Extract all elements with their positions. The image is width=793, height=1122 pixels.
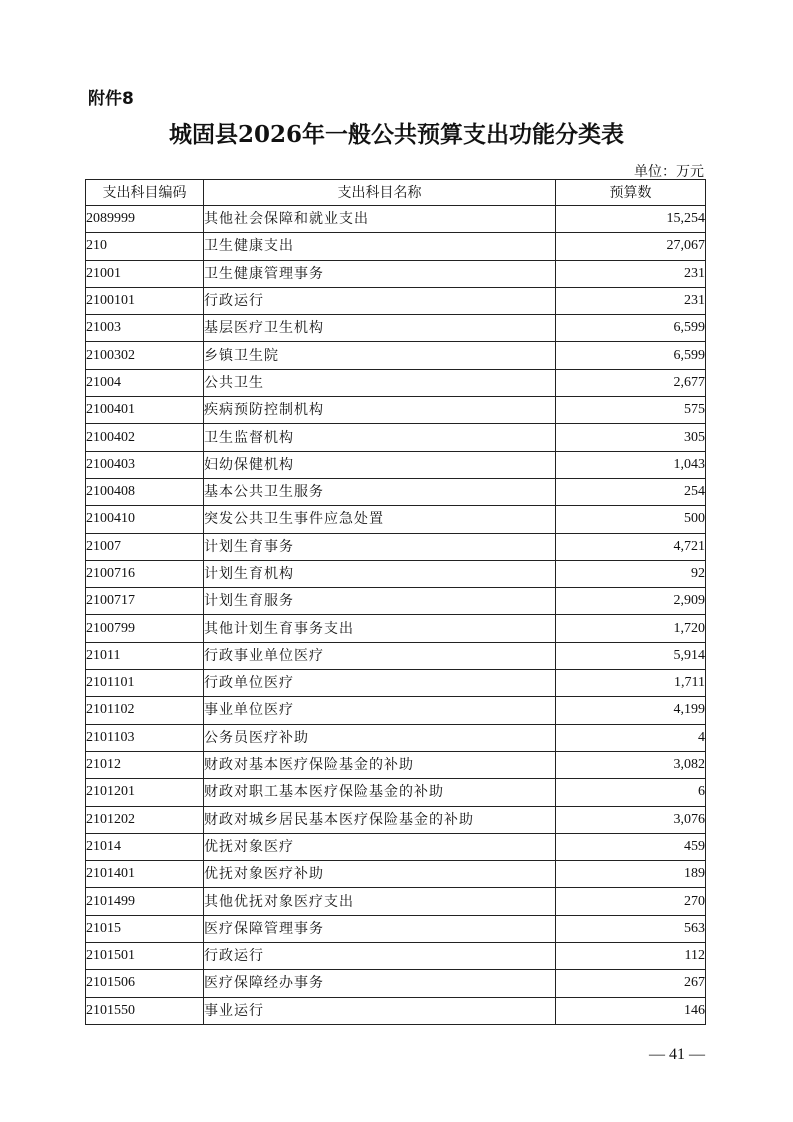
amount-cell: 575 [556, 397, 706, 424]
code-cell: 2089999 [86, 206, 204, 233]
amount-cell: 6,599 [556, 315, 706, 342]
amount-cell: 189 [556, 861, 706, 888]
amount-cell: 563 [556, 915, 706, 942]
table-row [86, 588, 706, 615]
code-cell: 2100401 [86, 397, 204, 424]
code-cell: 2101506 [86, 970, 204, 997]
name-cell: 其他社会保障和就业支出 [204, 206, 556, 233]
name-cell: 行政单位医疗 [204, 670, 556, 697]
amount-cell: 6,599 [556, 342, 706, 369]
name-cell: 计划生育事务 [204, 533, 556, 560]
code-cell: 2101102 [86, 697, 204, 724]
table-row [86, 397, 706, 424]
table-row [86, 451, 706, 478]
table-row [86, 287, 706, 314]
code-cell: 2101401 [86, 861, 204, 888]
name-cell: 卫生监督机构 [204, 424, 556, 451]
name-cell: 其他计划生育事务支出 [204, 615, 556, 642]
amount-cell: 254 [556, 478, 706, 505]
code-cell: 210 [86, 233, 204, 260]
code-cell: 21012 [86, 751, 204, 778]
amount-cell: 267 [556, 970, 706, 997]
name-cell: 行政运行 [204, 287, 556, 314]
name-cell: 其他优抚对象医疗支出 [204, 888, 556, 915]
name-cell: 妇幼保健机构 [204, 451, 556, 478]
amount-cell: 1,711 [556, 670, 706, 697]
name-cell: 财政对职工基本医疗保险基金的补助 [204, 779, 556, 806]
name-cell: 优抚对象医疗补助 [204, 861, 556, 888]
code-cell: 21004 [86, 369, 204, 396]
amount-cell: 4 [556, 724, 706, 751]
table-row [86, 833, 706, 860]
name-cell: 基本公共卫生服务 [204, 478, 556, 505]
name-cell: 卫生健康管理事务 [204, 260, 556, 287]
name-cell: 医疗保障管理事务 [204, 915, 556, 942]
page-number: — 41 — [649, 1046, 705, 1063]
code-cell: 2100717 [86, 588, 204, 615]
table-row [86, 642, 706, 669]
name-cell: 计划生育机构 [204, 560, 556, 587]
code-cell: 21003 [86, 315, 204, 342]
table-row [86, 560, 706, 587]
code-cell: 21007 [86, 533, 204, 560]
amount-cell: 2,677 [556, 369, 706, 396]
amount-cell: 6 [556, 779, 706, 806]
name-cell: 乡镇卫生院 [204, 342, 556, 369]
table-row [86, 506, 706, 533]
amount-cell: 500 [556, 506, 706, 533]
budget-table [85, 179, 706, 1025]
code-cell: 2100402 [86, 424, 204, 451]
code-cell: 2100403 [86, 451, 204, 478]
name-cell: 行政运行 [204, 943, 556, 970]
name-cell: 事业运行 [204, 997, 556, 1024]
name-cell: 公务员医疗补助 [204, 724, 556, 751]
name-cell: 计划生育服务 [204, 588, 556, 615]
amount-cell: 231 [556, 260, 706, 287]
table-row [86, 615, 706, 642]
name-cell: 卫生健康支出 [204, 233, 556, 260]
header-amount: 预算数 [556, 180, 706, 206]
header-name: 支出科目名称 [204, 180, 556, 206]
table-row [86, 751, 706, 778]
unit-label: 单位：万元 [634, 164, 704, 180]
code-cell: 2101101 [86, 670, 204, 697]
attachment-label: 附件8 [88, 89, 134, 109]
table-row [86, 478, 706, 505]
table-row [86, 779, 706, 806]
code-cell: 2101202 [86, 806, 204, 833]
code-cell: 2101550 [86, 997, 204, 1024]
code-cell: 21011 [86, 642, 204, 669]
table-row [86, 861, 706, 888]
name-cell: 事业单位医疗 [204, 697, 556, 724]
name-cell: 突发公共卫生事件应急处置 [204, 506, 556, 533]
name-cell: 优抚对象医疗 [204, 833, 556, 860]
amount-cell: 1,720 [556, 615, 706, 642]
table-row [86, 915, 706, 942]
table-row [86, 697, 706, 724]
code-cell: 2101103 [86, 724, 204, 751]
code-cell: 21001 [86, 260, 204, 287]
table-row [86, 943, 706, 970]
name-cell: 疾病预防控制机构 [204, 397, 556, 424]
table-row [86, 260, 706, 287]
code-cell: 2101499 [86, 888, 204, 915]
code-cell: 2100101 [86, 287, 204, 314]
table-row [86, 206, 706, 233]
amount-cell: 3,082 [556, 751, 706, 778]
amount-cell: 92 [556, 560, 706, 587]
code-cell: 2100302 [86, 342, 204, 369]
name-cell: 行政事业单位医疗 [204, 642, 556, 669]
amount-cell: 112 [556, 943, 706, 970]
document-title: 城固县2026年一般公共预算支出功能分类表 [168, 121, 624, 148]
code-cell: 21015 [86, 915, 204, 942]
amount-cell: 4,721 [556, 533, 706, 560]
table-row [86, 233, 706, 260]
table-row [86, 997, 706, 1024]
amount-cell: 4,199 [556, 697, 706, 724]
amount-cell: 270 [556, 888, 706, 915]
table-row [86, 670, 706, 697]
code-cell: 2100410 [86, 506, 204, 533]
header-code: 支出科目编码 [86, 180, 204, 206]
name-cell: 基层医疗卫生机构 [204, 315, 556, 342]
table-body [86, 206, 706, 1025]
table-row [86, 533, 706, 560]
amount-cell: 27,067 [556, 233, 706, 260]
name-cell: 财政对城乡居民基本医疗保险基金的补助 [204, 806, 556, 833]
code-cell: 21014 [86, 833, 204, 860]
table-row [86, 342, 706, 369]
amount-cell: 5,914 [556, 642, 706, 669]
table-row [86, 424, 706, 451]
amount-cell: 459 [556, 833, 706, 860]
name-cell: 财政对基本医疗保险基金的补助 [204, 751, 556, 778]
amount-cell: 15,254 [556, 206, 706, 233]
code-cell: 2101501 [86, 943, 204, 970]
table-row [86, 315, 706, 342]
code-cell: 2101201 [86, 779, 204, 806]
code-cell: 2100408 [86, 478, 204, 505]
table-row [86, 888, 706, 915]
code-cell: 2100799 [86, 615, 204, 642]
table-row [86, 806, 706, 833]
table-row [86, 724, 706, 751]
name-cell: 公共卫生 [204, 369, 556, 396]
amount-cell: 1,043 [556, 451, 706, 478]
amount-cell: 2,909 [556, 588, 706, 615]
table-row [86, 369, 706, 396]
amount-cell: 146 [556, 997, 706, 1024]
amount-cell: 305 [556, 424, 706, 451]
code-cell: 2100716 [86, 560, 204, 587]
amount-cell: 3,076 [556, 806, 706, 833]
amount-cell: 231 [556, 287, 706, 314]
table-row [86, 970, 706, 997]
name-cell: 医疗保障经办事务 [204, 970, 556, 997]
table-header-row [86, 180, 706, 206]
